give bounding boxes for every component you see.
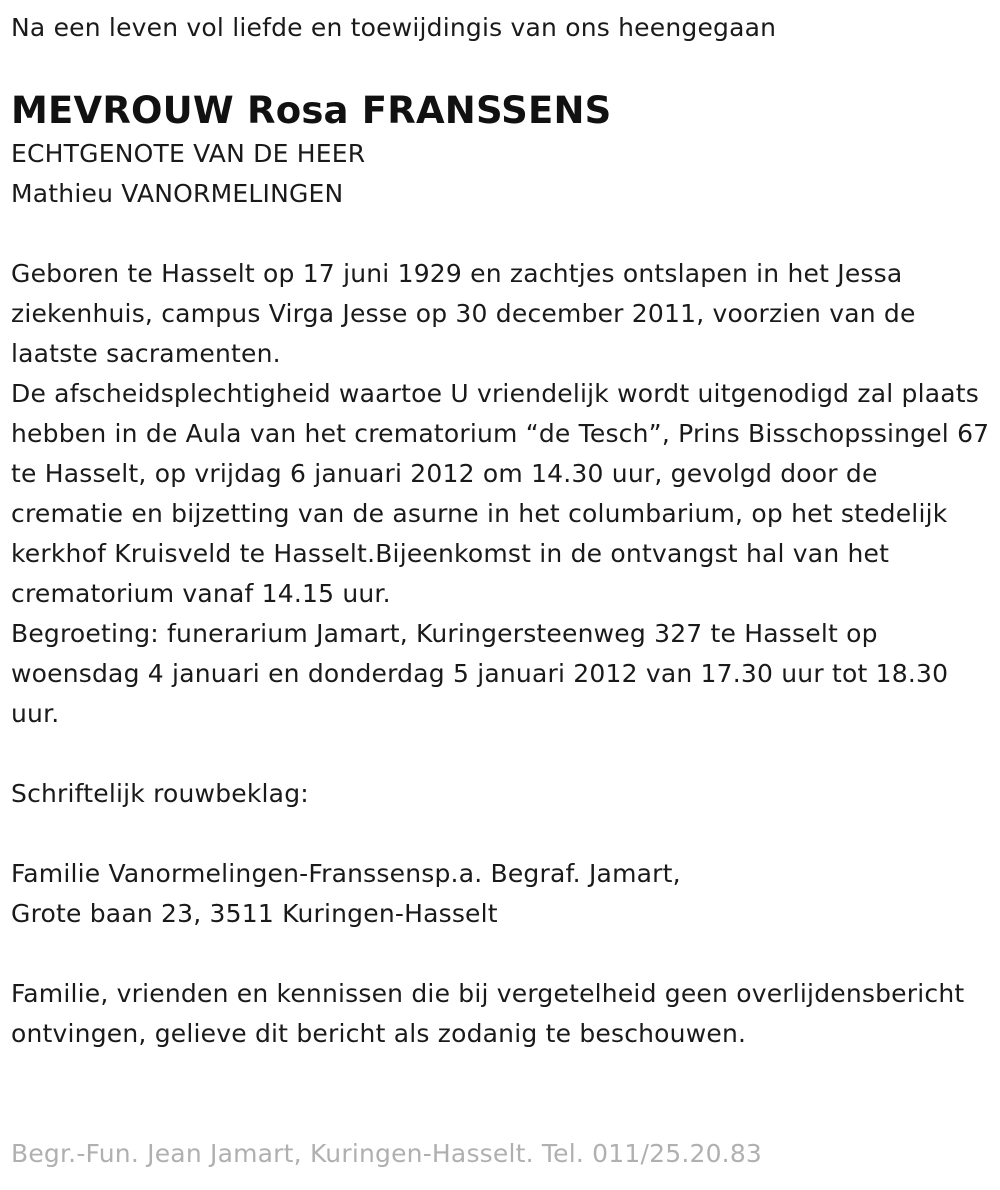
closing-paragraph: Familie, vrienden en kennissen die bij vergetelheid geen overlijdensbericht ontvingen, gelieve dit bericht als zodanig te beschouwen. — [11, 979, 965, 1048]
condolence-label: Schriftelijk rouwbeklag: — [11, 779, 309, 808]
spouse-title: ECHTGENOTE VAN DE HEER — [11, 139, 366, 168]
ceremony-paragraph: De afscheidsplechtigheid waartoe U vriendelijk wordt uitgenodigd zal plaats hebben in de Aula van het crematorium “de Tesch”, Prins Bisschopssingel 67 te Hasselt, op vrijdag 6 januari 2012 om 14.30 uur, gevolgd door de crematie en bijzetting van de asurne in het columbarium, op het stedelijk kerkhof Kruisveld te Hasselt.Bijeenkomst in de ontvangst hal van het crematorium vanaf 14.15 uur. — [11, 379, 990, 608]
condolence-address-line-1: Familie Vanormelingen-Franssensp.a. Begraf. Jamart, — [11, 859, 681, 888]
spouse-name: Mathieu VANORMELINGEN — [11, 179, 344, 208]
spacer — [11, 214, 991, 254]
spacer — [11, 814, 991, 854]
birth-death-paragraph: Geboren te Hasselt op 17 juni 1929 en zachtjes ontslapen in het Jessa ziekenhuis, campus Virga Jesse op 30 december 2011, voorzien van de laatste sacramenten. — [11, 259, 916, 368]
spacer — [11, 734, 991, 774]
deceased-name: MEVROUW Rosa FRANSSENS — [11, 89, 612, 132]
condolence-address-line-2: Grote baan 23, 3511 Kuringen-Hasselt — [11, 899, 498, 928]
intro-line: Na een leven vol liefde en toewijdingis van ons heengegaan — [11, 13, 777, 42]
funeral-home-footer: Begr.-Fun. Jean Jamart, Kuringen-Hasselt. Tel. 011/25.20.83 — [11, 1139, 763, 1168]
visitation-paragraph: Begroeting: funerarium Jamart, Kuringersteenweg 327 te Hasselt op woensdag 4 januari en donderdag 5 januari 2012 van 17.30 uur tot 18.30 uur. — [11, 619, 949, 728]
spacer — [11, 934, 991, 974]
obituary-notice — [11, 8, 991, 1054]
